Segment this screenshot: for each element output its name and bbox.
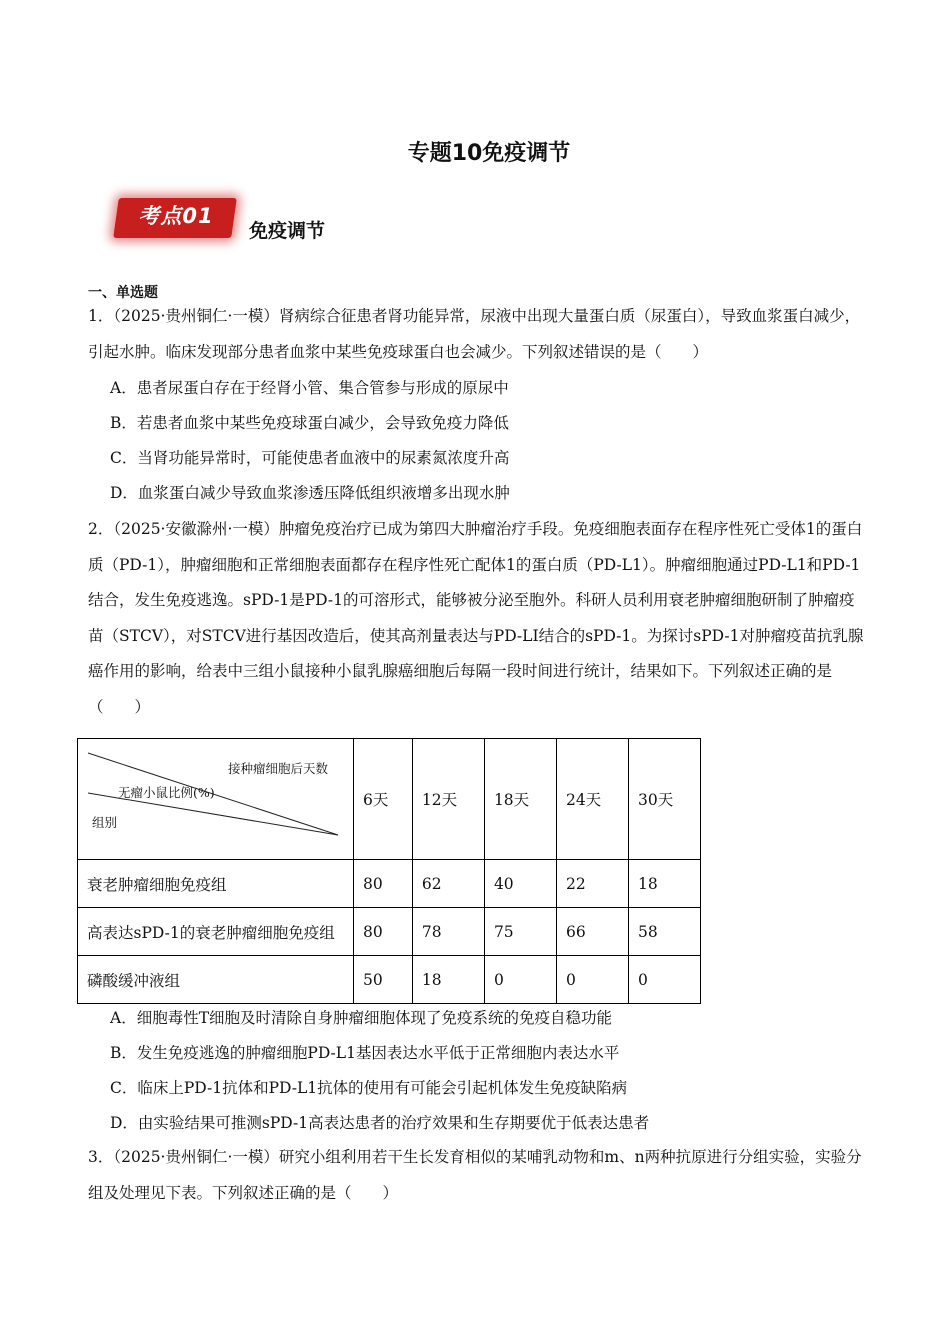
topic-badge xyxy=(112,194,240,242)
question-1-stem: 1．（2025·贵州铜仁·一模）肾病综合征患者肾功能异常，尿液中出现大量蛋白质（尿蛋白），导致血浆蛋白减少，引起水肿。临床发现部分患者血浆中某些免疫球蛋白也会减少。下列叙述错误的是（ ） xyxy=(88,307,861,361)
header-ratio-label: 无瘤小鼠比例(%) xyxy=(118,785,215,800)
table-cell: 58 xyxy=(628,908,700,956)
page-title: 专题10免疫调节 xyxy=(407,141,571,166)
question-1-option-b: B．若患者血浆中某些免疫球蛋白减少，会导致免疫力降低 xyxy=(110,414,509,432)
table-cell: 18 xyxy=(628,860,700,908)
table-cell: 18 xyxy=(412,956,484,1004)
header-day-24: 24天 xyxy=(556,739,628,860)
table-cell: 66 xyxy=(556,908,628,956)
question-1-option-c: C．当肾功能异常时，可能使患者血液中的尿素氮浓度升高 xyxy=(110,449,510,467)
table-cell: 22 xyxy=(556,860,628,908)
header-day-30: 30天 xyxy=(628,739,700,860)
table-row xyxy=(78,908,701,956)
header-day-18: 18天 xyxy=(484,739,556,860)
question-2-option-d: D．由实验结果可推测sPD-1高表达患者的治疗效果和生存期要优于低表达患者 xyxy=(110,1114,650,1132)
table-cell: 50 xyxy=(354,956,413,1004)
table-header-row xyxy=(78,739,701,860)
row-group-label: 磷酸缓冲液组 xyxy=(78,956,354,1004)
table-cell: 0 xyxy=(556,956,628,1004)
question-2-option-c: C．临床上PD-1抗体和PD-L1抗体的使用有可能会引起机体发生免疫缺陷病 xyxy=(110,1079,628,1097)
subsection-heading: 一、单选题 xyxy=(88,285,158,301)
table-row xyxy=(78,860,701,908)
question-2-option-b: B．发生免疫逃逸的肿瘤细胞PD-L1基因表达水平低于正常细胞内表达水平 xyxy=(110,1044,620,1062)
header-day-6: 6天 xyxy=(354,739,413,860)
table-cell: 0 xyxy=(484,956,556,1004)
row-group-label: 衰老肿瘤细胞免疫组 xyxy=(78,860,354,908)
question-3-stem: 3．（2025·贵州铜仁·一模）研究小组利用若干生长发育相似的某哺乳动物和m、n两种抗原进行分组实验，实验分组及处理见下表。下列叙述正确的是（ ） xyxy=(88,1148,862,1202)
table-cell: 78 xyxy=(412,908,484,956)
header-days-label: 接种瘤细胞后天数 xyxy=(228,761,329,776)
table-cell: 0 xyxy=(628,956,700,1004)
question-2-option-a: A．细胞毒性T细胞及时清除自身肿瘤细胞体现了免疫系统的免疫自稳功能 xyxy=(110,1009,613,1027)
table-cell: 62 xyxy=(412,860,484,908)
table-cell: 40 xyxy=(484,860,556,908)
table-cell: 80 xyxy=(354,860,413,908)
header-day-12: 12天 xyxy=(412,739,484,860)
table-row xyxy=(78,956,701,1004)
question-2-stem: 2．（2025·安徽滁州·一模）肿瘤免疫治疗已成为第四大肿瘤治疗手段。免疫细胞表面存在程序性死亡受体1的蛋白质（PD-1），肿瘤细胞和正常细胞表面都存在程序性死亡配体1的蛋白质（PD-L1）。肿瘤细胞通过PD-L1和PD-1结合，发生免疫逃逸。sPD-1是PD-1的可溶形式，能够被分泌至胞外。科研人员利用衰老肿瘤细胞研制了肿瘤疫苗（STCV），对STCV进行基因改造后，使其高剂量表达与PD-LI结合的sPD-1。为探讨sPD-1对肿瘤疫苗抗乳腺癌作用的影响，给表中三组小鼠接种小鼠乳腺癌细胞后每隔一段时间进行统计，结果如下。下列叙述正确的是（ ） xyxy=(88,520,864,716)
table-cell: 80 xyxy=(354,908,413,956)
question-1-option-a: A．患者尿蛋白存在于经肾小管、集合管参与形成的原尿中 xyxy=(110,379,509,397)
row-group-label: 高表达sPD-1的衰老肿瘤细胞免疫组 xyxy=(78,908,354,956)
results-table xyxy=(77,738,701,1004)
section-heading: 免疫调节 xyxy=(249,220,326,242)
question-1-option-d: D．血浆蛋白减少导致血浆渗透压降低组织液增多出现水肿 xyxy=(110,484,510,502)
table-cell: 75 xyxy=(484,908,556,956)
badge-label: 考点01 xyxy=(138,204,214,228)
header-group-label: 组别 xyxy=(92,815,118,830)
diagonal-header-cell xyxy=(78,739,354,860)
